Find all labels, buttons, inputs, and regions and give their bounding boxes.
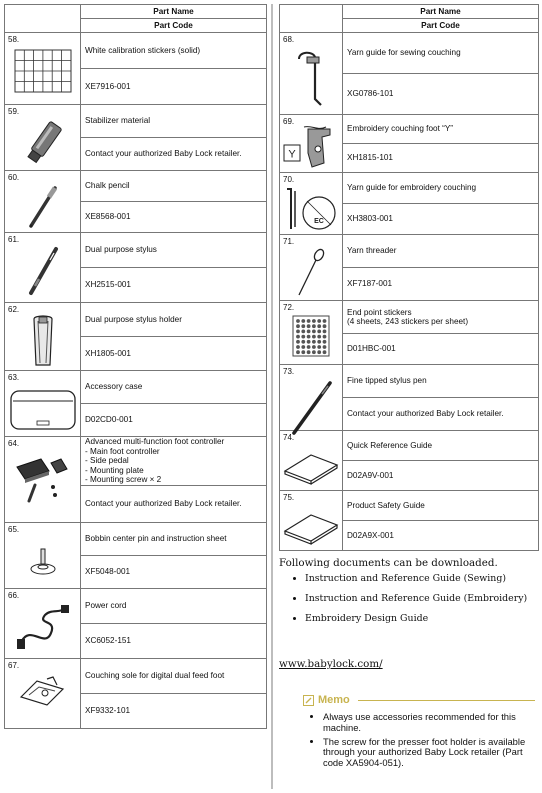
subitem: - Side pedal [85,456,129,466]
part-name-header: Part Name [81,5,267,19]
part-number: 61. [8,235,20,244]
part-code-cell: XE7916-001 [81,69,267,105]
part-code-cell: XF9332-101 [81,694,267,729]
part-name-cell: Yarn guide for sewing couching [343,33,539,74]
stylus-icon [23,245,63,299]
part-name-cell: Yarn guide for embroidery couching [343,173,539,204]
part-number: 73. [283,367,295,376]
table-row [5,659,267,694]
part-name-cell: Chalk pencil [81,171,267,202]
accessory-case-icon [9,387,77,433]
downloads-list [279,573,539,624]
guide-book-icon [283,511,339,545]
part-number: 75. [283,493,295,502]
column-divider [271,4,273,789]
list-item: • The screw for the presser foot holder is available through your authorized Baby Lock retailer (Part code XA5904-051). [323,737,535,769]
part-number: 60. [8,173,20,182]
part-name-cell: Power cord [81,589,267,624]
part-code-cell: XC6052-151 [81,624,267,659]
chalk-pencil-icon [23,183,63,231]
list-item: • Instruction and Reference Guide (Embroidery) [305,593,539,604]
yarn-threader-icon [293,247,329,299]
part-code-cell: XF7187-001 [343,268,539,301]
part-number: 64. [8,439,20,448]
part-code-cell: Contact your authorized Baby Lock retailer. [81,486,267,523]
part-code-cell: XE8568-001 [81,202,267,233]
stylus-holder-icon [28,313,58,369]
part-number: 68. [283,35,295,44]
calibration-stickers-icon [14,49,72,93]
downloads-intro: Following documents can be downloaded. [279,557,498,569]
part-name-cell: Bobbin center pin and instruction sheet [81,523,267,556]
part-name-cell: Stabilizer material [81,105,267,138]
stylus-pen-icon [286,379,336,437]
embroidery-yarn-guide-icon [281,181,341,235]
header-blank-cell [280,5,343,33]
subitem: - Mounting plate [85,465,144,475]
memo-box [303,694,535,772]
part-number: 72. [283,303,295,312]
part-name-cell: White calibration stickers (solid) [81,33,267,69]
table-row [280,235,539,268]
part-number: 65. [8,525,20,534]
memo-pencil-icon [303,695,314,706]
table-row [280,431,539,461]
table-row [5,371,267,404]
subitem: - Mounting screw × 2 [85,475,162,485]
part-code-cell: XH2515-001 [81,268,267,303]
table-row [5,303,267,337]
part-code-cell: XH1805-001 [81,337,267,371]
list-item: • Always use accessories recommended for this machine. [323,712,535,734]
table-row [280,491,539,521]
couching-sole-icon [17,671,69,711]
part-name-header: Part Name [343,5,539,19]
header-blank-cell [5,5,81,33]
part-number: 71. [283,237,295,246]
right-parts-column [279,4,539,769]
part-name-cell: Dual purpose stylus [81,233,267,268]
part-number: 69. [283,117,295,126]
part-name-cell [343,301,539,334]
left-parts-column [4,4,267,729]
part-name-cell: Product Safety Guide [343,491,539,521]
table-row [5,233,267,268]
part-name-cell: Couching sole for digital dual feed foot [81,659,267,694]
part-name-cell: Accessory case [81,371,267,404]
memo-header [303,694,535,706]
part-number: 67. [8,661,20,670]
foot-controller-icon [13,451,73,507]
part-number: 74. [283,433,295,442]
memo-title: Memo [318,694,350,706]
end-point-stickers-icon [292,315,330,357]
part-name-cell: Embroidery couching foot “Y” [343,115,539,144]
power-cord-icon [15,603,71,651]
table-row [5,589,267,624]
part-code-cell: Contact your authorized Baby Lock retailer. [343,398,539,431]
part-code-cell: XF5048-001 [81,556,267,589]
subitem: - Main foot controller [85,446,160,456]
part-code-cell: D01HBC-001 [343,334,539,365]
part-name-text: Advanced multi-function foot controller [85,437,225,447]
downloads-section [279,557,539,633]
part-name-cell: Yarn threader [343,235,539,268]
guide-book-icon [283,451,339,485]
website-link[interactable]: www.babylock.com/ [279,658,383,670]
couching-foot-icon [282,123,340,173]
part-name-cell [81,437,267,486]
part-number: 59. [8,107,20,116]
part-number: 63. [8,373,20,382]
part-code-cell: D02A9V-001 [343,461,539,491]
table-row [280,115,539,144]
table-row [5,33,267,69]
part-code-cell: D02CD0-001 [81,404,267,437]
part-code-cell: XG0786-101 [343,74,539,115]
part-code-cell: XH1815-101 [343,144,539,173]
y-foot-badge: Y [288,148,296,161]
part-number: 58. [8,35,20,44]
part-number: 70. [283,175,295,184]
table-row [5,437,267,486]
part-number: 66. [8,591,20,600]
right-parts-table [279,4,539,551]
part-code-header: Part Code [81,19,267,33]
part-name-cell: Fine tipped stylus pen [343,365,539,398]
part-code-header: Part Code [343,19,539,33]
part-code-cell: Contact your authorized Baby Lock retailer. [81,138,267,171]
part-code-cell: XH3803-001 [343,204,539,235]
part-name-cell: Quick Reference Guide [343,431,539,461]
table-row [5,105,267,138]
yarn-guide-icon [291,45,331,109]
memo-rule [358,700,535,701]
stabilizer-tube-icon [23,117,63,171]
table-row [280,173,539,204]
part-subtitle: (4 sheets, 243 stickers per sheet) [347,317,469,326]
table-row [280,365,539,398]
part-name-cell: Dual purpose stylus holder [81,303,267,337]
left-parts-table [4,4,267,729]
table-row [5,523,267,556]
table-row [280,301,539,334]
part-name-text: End point stickers [347,307,412,317]
part-code-cell: D02A9X-001 [343,521,539,551]
list-item: • Instruction and Reference Guide (Sewing) [305,573,539,584]
part-number: 62. [8,305,20,314]
table-row [280,33,539,74]
list-item: • Embroidery Design Guide [305,613,539,624]
ec-badge: EC [314,218,324,225]
table-row [5,171,267,202]
bobbin-pin-icon [28,547,58,579]
memo-list [303,712,535,769]
